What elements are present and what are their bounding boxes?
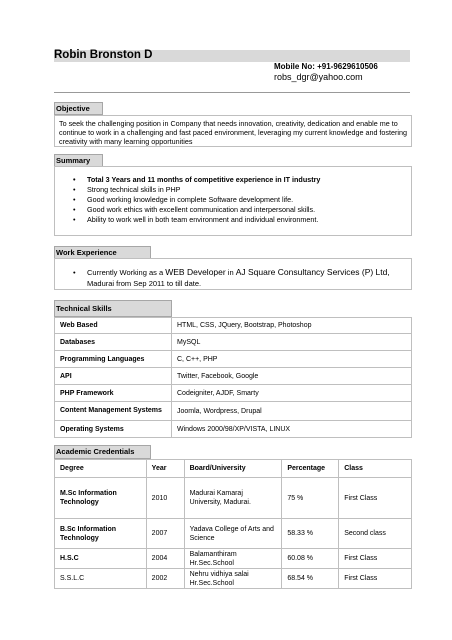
column-header: Class xyxy=(339,460,412,478)
skill-value: Twitter, Facebook, Google xyxy=(172,368,412,385)
work-item xyxy=(55,259,411,289)
degree-cell: M.Sc Information Technology xyxy=(55,478,147,519)
table-row xyxy=(55,385,412,402)
board-cell: Balamanthiram Hr.Sec.School xyxy=(184,549,282,569)
contact-block xyxy=(274,61,378,83)
year-cell: 2004 xyxy=(146,549,184,569)
skill-key: PHP Framework xyxy=(55,385,172,402)
year-cell: 2002 xyxy=(146,569,184,589)
work-company: AJ Square Consultancy Services (P) Ltd, xyxy=(235,267,390,277)
work-period: Madurai from Sep 2011 to till date. xyxy=(87,279,202,288)
table-row xyxy=(55,519,412,549)
skill-key: Operating Systems xyxy=(55,421,172,438)
table-row xyxy=(55,318,412,334)
table-row xyxy=(55,402,412,421)
work-text: Currently Working as a xyxy=(87,268,166,277)
degree-cell: B.Sc Information Technology xyxy=(55,519,147,549)
column-header: Year xyxy=(146,460,184,478)
summary-heading: Summary xyxy=(54,154,103,167)
degree-cell: H.S.C xyxy=(55,549,147,569)
work-heading: Work Experience xyxy=(54,246,151,259)
skill-value: HTML, CSS, JQuery, Bootstrap, Photoshop xyxy=(172,318,412,334)
summary-box xyxy=(54,166,412,236)
summary-item: • Good working knowledge in complete Software development life. xyxy=(55,195,411,205)
table-row xyxy=(55,569,412,589)
year-cell: 2007 xyxy=(146,519,184,549)
candidate-name: Robin Bronston D xyxy=(54,49,153,61)
class-cell: First Class xyxy=(339,569,412,589)
column-header: Board/University xyxy=(184,460,282,478)
skill-key: Programming Languages xyxy=(55,351,172,368)
table-row xyxy=(55,478,412,519)
percentage-cell: 58.33 % xyxy=(282,519,339,549)
academic-table xyxy=(54,459,412,589)
skill-value: Codeigniter, AJDF, Smarty xyxy=(172,385,412,402)
summary-item: • Good work ethics with excellent communication and interpersonal skills. xyxy=(55,205,411,215)
table-row xyxy=(55,421,412,438)
column-header: Degree xyxy=(55,460,147,478)
mobile-number: Mobile No: +91-9629610506 xyxy=(274,62,378,71)
objective-heading: Objective xyxy=(54,102,103,115)
board-cell: Madurai Kamaraj University, Madurai. xyxy=(184,478,282,519)
table-row xyxy=(55,351,412,368)
year-cell: 2010 xyxy=(146,478,184,519)
percentage-cell: 75 % xyxy=(282,478,339,519)
board-cell: Yadava College of Arts and Science xyxy=(184,519,282,549)
summary-item: • Total 3 Years and 11 months of competitive experience in IT industry xyxy=(55,175,411,185)
skill-key: Databases xyxy=(55,334,172,351)
table-row xyxy=(55,549,412,569)
skill-key: Web Based xyxy=(55,318,172,334)
summary-list xyxy=(55,167,411,225)
percentage-cell: 68.54 % xyxy=(282,569,339,589)
summary-item: • Ability to work well in both team environment and individual environment. xyxy=(55,215,411,225)
skill-key: Content Management Systems xyxy=(55,402,172,421)
skill-value: MySQL xyxy=(172,334,412,351)
skills-heading: Technical Skills xyxy=(54,300,172,317)
degree-cell: S.S.L.C xyxy=(55,569,147,589)
header-divider xyxy=(54,92,410,93)
board-cell: Nehru vidhiya salai Hr.Sec.School xyxy=(184,569,282,589)
class-cell: First Class xyxy=(339,549,412,569)
percentage-cell: 60.08 % xyxy=(282,549,339,569)
skill-value: Joomla, Wordpress, Drupal xyxy=(172,402,412,421)
skills-table xyxy=(54,317,412,438)
table-row xyxy=(55,368,412,385)
academic-heading: Academic Credentials xyxy=(54,445,151,459)
table-row xyxy=(55,334,412,351)
work-role: WEB Developer xyxy=(165,267,226,277)
table-header-row xyxy=(55,460,412,478)
column-header: Percentage xyxy=(282,460,339,478)
summary-item: • Strong technical skills in PHP xyxy=(55,185,411,195)
skill-value: C, C++, PHP xyxy=(172,351,412,368)
work-text: in xyxy=(225,268,236,277)
class-cell: Second class xyxy=(339,519,412,549)
class-cell: First Class xyxy=(339,478,412,519)
email-address[interactable]: robs_dgr@yahoo.com xyxy=(274,72,363,82)
work-box xyxy=(54,258,412,290)
skill-value: Windows 2000/98/XP/VISTA, LINUX xyxy=(172,421,412,438)
skill-key: API xyxy=(55,368,172,385)
objective-text: To seek the challenging position in Company that needs innovation, creativity, dedication and enable me to continue to work in a challenging and fast paced environment, leveraging my current knowledge and fostering creativity with many learning opportunities xyxy=(54,115,412,147)
